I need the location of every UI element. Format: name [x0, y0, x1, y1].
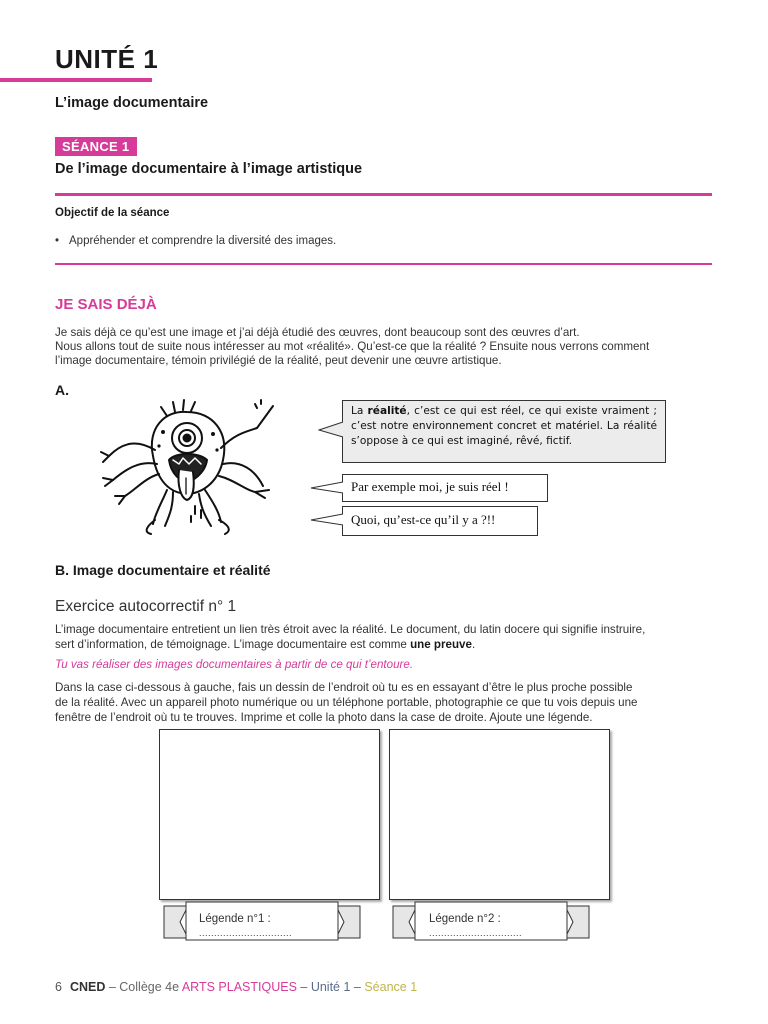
- section-b-title: B. Image documentaire et réalité: [55, 562, 271, 578]
- footer-sep: –: [350, 980, 365, 994]
- page-footer: [55, 980, 417, 994]
- drawing-box[interactable]: [159, 729, 380, 900]
- instruction-line-1: Dans la case ci-dessous à gauche, fais un dessin de l’endroit où tu es en essayant d’être le plus proche possible: [55, 681, 633, 694]
- objective-item: [55, 235, 336, 247]
- footer-arts: ARTS PLASTIQUES: [179, 980, 297, 994]
- instruction-line-2: de la réalité. Avec un appareil photo numérique ou un téléphone portable, photographie ce que tu vois depuis une: [55, 696, 638, 709]
- footer-seance: Séance 1: [364, 980, 418, 994]
- seance-badge: SÉANCE 1: [55, 137, 137, 156]
- objective-rule: [55, 263, 712, 265]
- page-number: 6: [55, 980, 62, 994]
- legend-1-label: Légende n°1 :: [199, 913, 271, 925]
- objective-text: Appréhender et comprendre la diversité des images.: [69, 235, 337, 247]
- footer-sep: –: [296, 980, 311, 994]
- bubble1-post: , c’est ce qui est réel, ce qui existe vraiment ; c’est notre environnement concret et matériel. La réalité s’oppose à ce qui est imaginé, rêvé, fictif.: [351, 405, 657, 447]
- bubble1-pre: La: [351, 405, 368, 417]
- photo-box[interactable]: [389, 729, 610, 900]
- legend-1-dots[interactable]: ...............................: [199, 928, 293, 938]
- je-sais-line-1: Je sais déjà ce qu’est une image et j’ai déjà étudié des œuvres, dont beaucoup sont des œuvres d’art.: [55, 326, 580, 339]
- exercise-line-2-post: .: [471, 638, 476, 651]
- monster-illustration: [95, 398, 310, 543]
- seance-title: De l’image documentaire à l’image artistique: [55, 161, 363, 177]
- bubble-tail: [310, 512, 344, 528]
- je-sais-title: JE SAIS DÉJÀ: [55, 296, 157, 313]
- exercise-title: Exercice autocorrectif n° 1: [55, 598, 237, 615]
- footer-college: Collège 4e: [119, 980, 180, 994]
- speech-bubble-question: Quoi, qu’est-ce qu’il y a ?!!: [342, 506, 538, 536]
- instruction-pink: Tu vas réaliser des images documentaires à partir de ce qui t’entoure.: [55, 658, 414, 671]
- footer-unit: Unité 1: [310, 980, 351, 994]
- exercise-line-2: [55, 638, 475, 653]
- section-a-title: A.: [55, 382, 69, 398]
- speech-bubble-example: Par exemple moi, je suis réel !: [342, 474, 548, 502]
- speech-bubble-definition: [342, 400, 666, 463]
- unit-underline: [0, 78, 152, 82]
- objective-label: Objectif de la séance: [55, 207, 170, 219]
- je-sais-line-3: l’image documentaire, témoin privilégié de la réalité, peut devenir une œuvre artistique.: [55, 354, 502, 367]
- je-sais-line-2: Nous allons tout de suite nous intéresser au mot «réalité». Qu’est-ce que la réalité ? Ensuite nous verrons comment: [55, 340, 650, 353]
- legend-2-label: Légende n°2 :: [429, 913, 501, 925]
- footer-sep: –: [105, 980, 120, 994]
- bubble1-bold: réalité: [367, 405, 407, 417]
- unit-subtitle: L’image documentaire: [55, 95, 209, 111]
- instruction-line-3: fenêtre de l’endroit où tu te trouves. Imprime et colle la photo dans la case de droite. Ajoute une légende.: [55, 711, 593, 724]
- footer-cned: CNED: [69, 980, 106, 994]
- bubble-tail: [310, 480, 344, 496]
- bullet: •: [55, 235, 60, 247]
- exercise-line-1: L’image documentaire entretient un lien très étroit avec la réalité. Le document, du latin docere qui signifie instruire,: [55, 623, 646, 636]
- unit-title: UNITÉ 1: [55, 44, 159, 74]
- exercise-line-2-bold: une preuve: [410, 638, 472, 651]
- exercise-line-2-pre: sert d’information, de témoignage. L’image documentaire est comme: [55, 638, 411, 651]
- seance-rule: [55, 193, 712, 196]
- bubble-tail: [318, 420, 344, 440]
- legend-2-dots[interactable]: ...............................: [429, 928, 523, 938]
